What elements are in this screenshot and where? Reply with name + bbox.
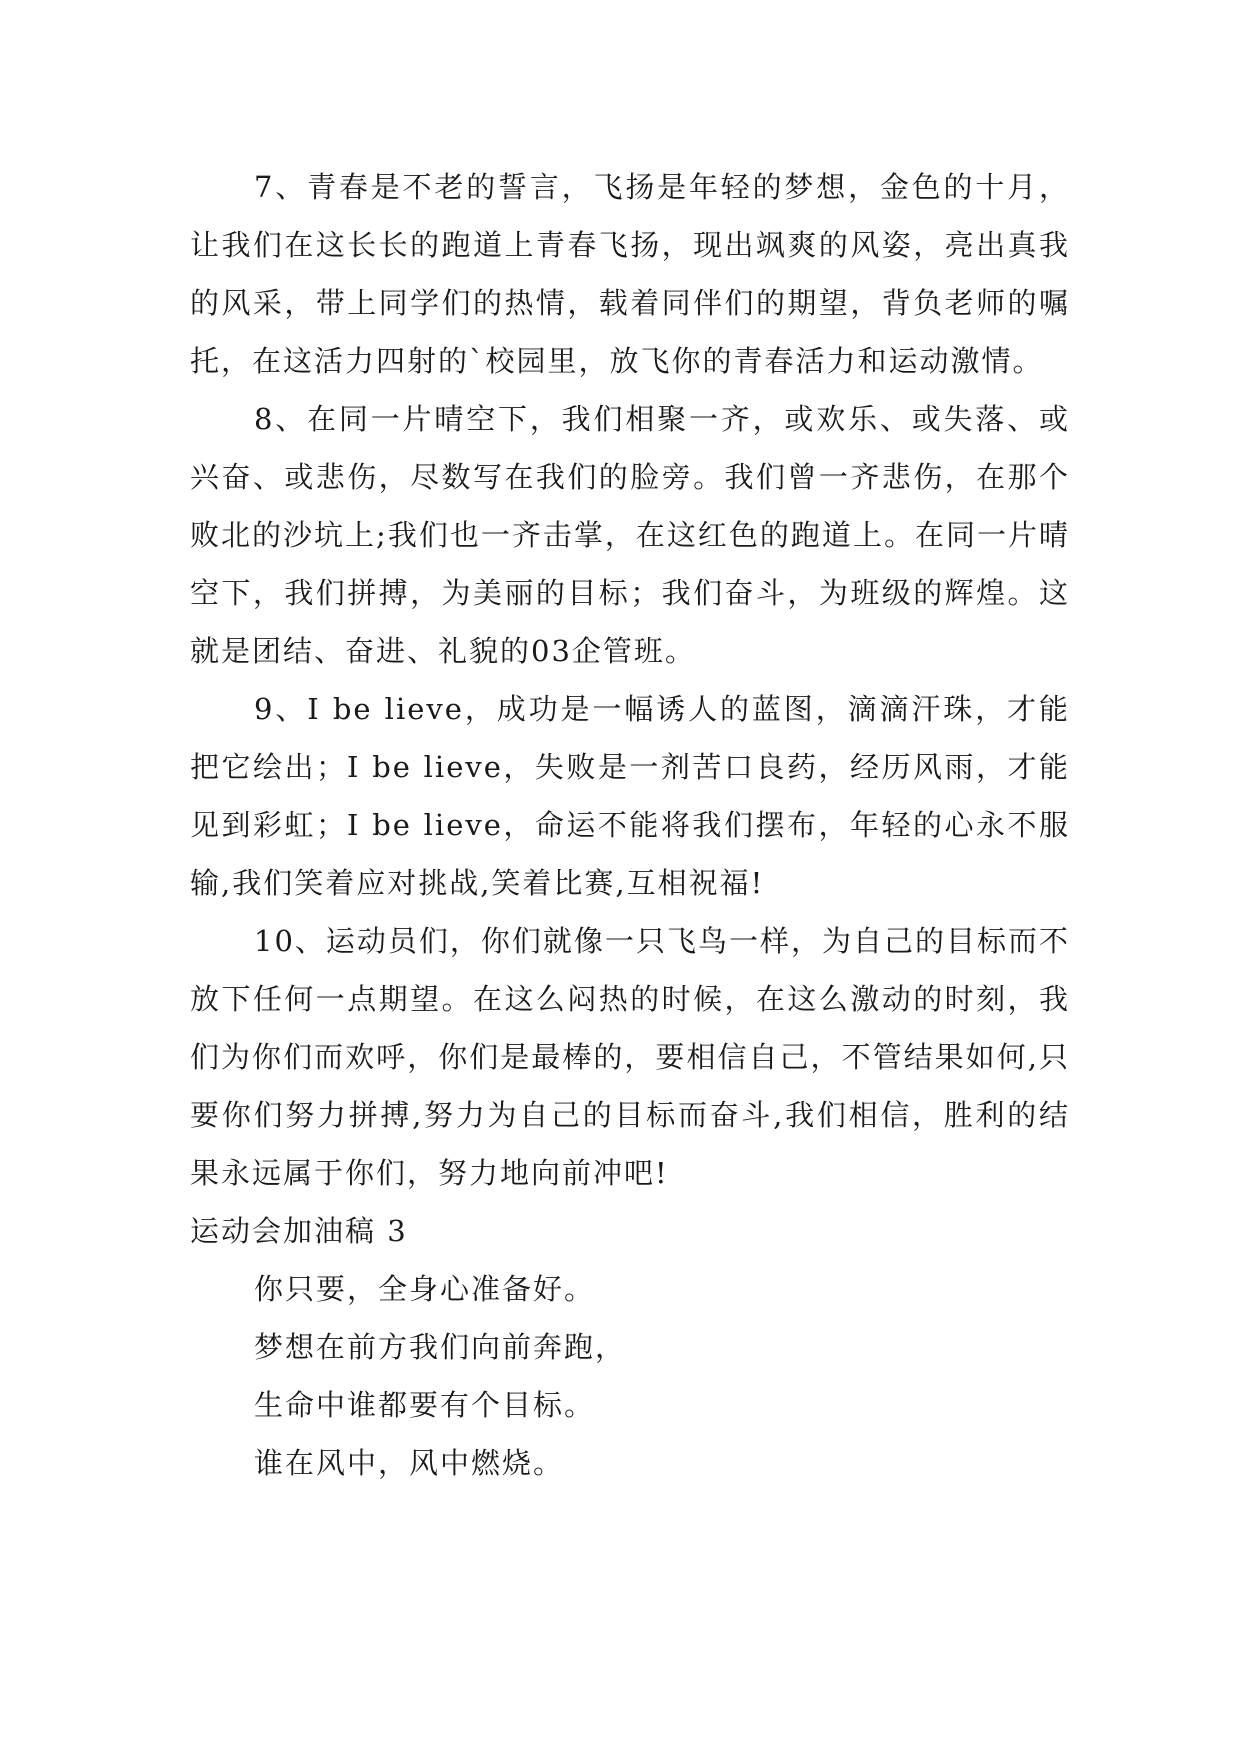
verse-line-4: 谁在风中，风中燃烧。 [254,1446,565,1480]
verse-line-3: 生命中谁都要有个目标。 [254,1388,596,1422]
verse-line-2: 梦想在前方我们向前奔跑， [254,1330,627,1364]
section-heading: 运动会加油稿 3 [190,1214,408,1248]
paragraph-10: 10、运动员们，你们就像一只飞鸟一样，为自己的目标而不放下任何一点期望。在这么闷热的时候，在这么激动的时刻，我们为你们而欢呼，你们是最棒的，要相信自己，不管结果如何,只要你们努力拼搏,努力为自己的目标而奋斗,我们相信，胜利的结果永远属于你们，努力地向前冲吧! [190,924,1070,1190]
verse-line-1: 你只要，全身心准备好。 [254,1272,596,1306]
paragraph-7: 7、青春是不老的誓言，飞扬是年轻的梦想，金色的十月，让我们在这长长的跑道上青春飞扬，现出飒爽的风姿，亮出真我的风采，带上同学们的热情，载着同伴们的期望，背负老师的嘱托，在这活力四射的`校园里，放飞你的青春活力和运动激情。 [190,170,1070,378]
document-body [190,158,1070,1492]
paragraph-9: 9、I be lieve，成功是一幅诱人的蓝图，滴滴汗珠，才能把它绘出；I be lieve，失败是一剂苦口良药，经历风雨，才能见到彩虹；I be lieve，命运不能将我们摆布，年轻的心永不服输,我们笑着应对挑战,笑着比赛,互相祝福! [190,692,1070,900]
paragraph-8: 8、在同一片晴空下，我们相聚一齐，或欢乐、或失落、或兴奋、或悲伤，尽数写在我们的脸旁。我们曾一齐悲伤，在那个败北的沙坑上;我们也一齐击掌，在这红色的跑道上。在同一片晴空下，我们拼搏，为美丽的目标；我们奋斗，为班级的辉煌。这就是团结、奋进、礼貌的03企管班。 [190,402,1070,668]
